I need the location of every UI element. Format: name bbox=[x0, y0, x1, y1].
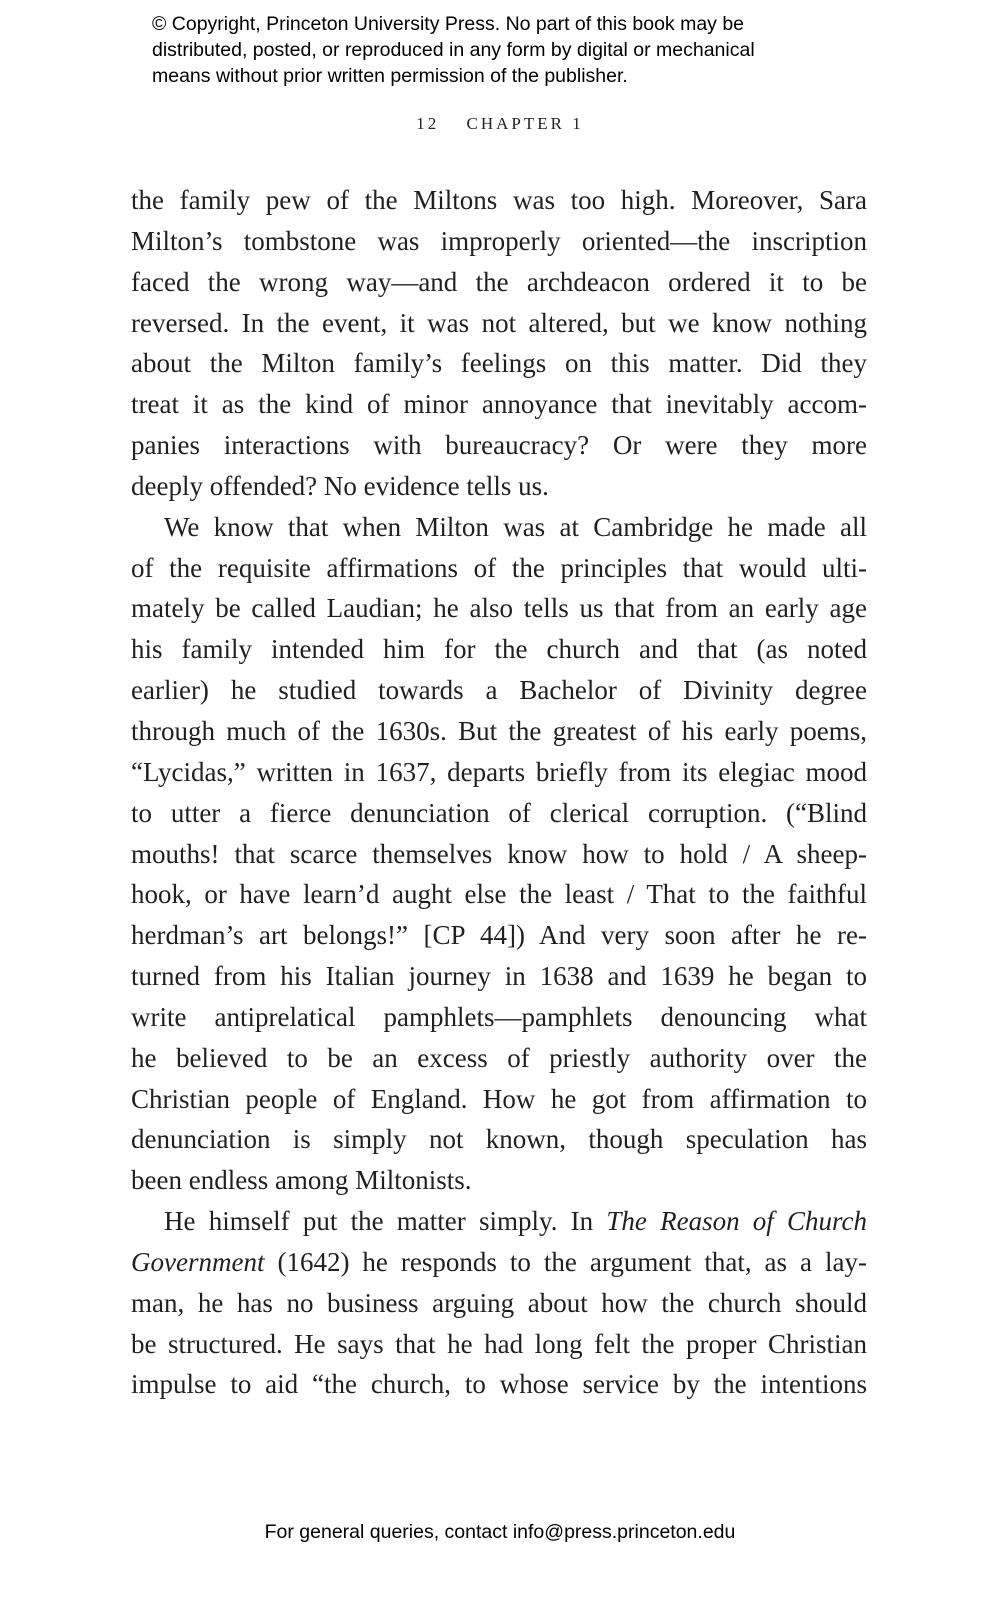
text-line bbox=[131, 799, 867, 840]
text-line bbox=[131, 758, 867, 799]
text-segment: he believed to be an excess of priestly authority over the bbox=[131, 1043, 867, 1073]
text-segment: write antiprelatical pamphlets—pamphlets denouncing what bbox=[131, 1002, 867, 1032]
text-line bbox=[131, 309, 867, 350]
text-line bbox=[131, 717, 867, 758]
text-line bbox=[131, 676, 867, 717]
text-segment: be structured. He says that he had long felt the proper Christian bbox=[131, 1329, 867, 1359]
text-line bbox=[131, 390, 867, 431]
page-number: 12 bbox=[416, 114, 440, 133]
text-line bbox=[131, 1166, 867, 1207]
italic-title: The Reason of Church bbox=[606, 1207, 867, 1237]
body-text bbox=[131, 186, 867, 1411]
text-line bbox=[131, 472, 867, 513]
text-segment: We know that when Milton was at Cambridge he made all bbox=[164, 512, 867, 542]
text-line bbox=[131, 594, 867, 635]
text-segment: (1642) he responds to the argument that, as a lay- bbox=[264, 1247, 867, 1277]
text-segment: panies interactions with bureaucracy? Or were they more bbox=[131, 431, 867, 461]
text-line bbox=[131, 1003, 867, 1044]
text-segment: reversed. In the event, it was not altered, but we know nothing bbox=[131, 308, 867, 338]
copyright-line: distributed, posted, or reproduced in any form by digital or mechanical bbox=[152, 39, 755, 61]
text-segment: his family intended him for the church and that (as noted bbox=[131, 635, 867, 665]
text-segment: “Lycidas,” written in 1637, departs briefly from its elegiac mood bbox=[131, 757, 867, 787]
text-line bbox=[131, 1125, 867, 1166]
text-line bbox=[131, 880, 867, 921]
text-line bbox=[131, 635, 867, 676]
text-line bbox=[131, 431, 867, 472]
paragraph bbox=[131, 513, 867, 1207]
copyright-line: © Copyright, Princeton University Press. No part of this book may be bbox=[152, 13, 745, 35]
text-line bbox=[131, 268, 867, 309]
text-line bbox=[131, 921, 867, 962]
text-line bbox=[131, 349, 867, 390]
text-line bbox=[131, 227, 867, 268]
text-segment: of the requisite affirmations of the principles that would ulti- bbox=[131, 553, 867, 583]
text-segment: He himself put the matter simply. In bbox=[164, 1207, 607, 1237]
text-segment: turned from his Italian journey in 1638 and 1639 he began to bbox=[131, 962, 867, 992]
text-segment: been endless among Miltonists. bbox=[131, 1166, 472, 1196]
text-segment: the family pew of the Miltons was too high. Moreover, Sara bbox=[131, 186, 867, 215]
copyright-line: means without prior written permission of the publisher. bbox=[152, 65, 628, 87]
text-segment: man, he has no business arguing about how the church should bbox=[131, 1288, 867, 1318]
text-line bbox=[131, 1085, 867, 1126]
running-head bbox=[0, 114, 1000, 134]
paragraph bbox=[131, 1207, 867, 1411]
text-line bbox=[131, 1044, 867, 1085]
text-segment: mately be called Laudian; he also tells us that from an early age bbox=[131, 594, 867, 624]
text-segment: mouths! that scarce themselves know how to hold / A sheep- bbox=[131, 839, 867, 869]
text-segment: to utter a fierce denunciation of clerical corruption. (“Blind bbox=[131, 798, 867, 828]
text-segment: herdman’s art belongs!” [CP 44]) And very soon after he re- bbox=[131, 921, 867, 951]
text-segment: impulse to aid “the church, to whose service by the intentions bbox=[131, 1370, 867, 1400]
text-line bbox=[131, 513, 867, 554]
text-segment: earlier) he studied towards a Bachelor of Divinity degree bbox=[131, 676, 867, 706]
text-line bbox=[131, 1289, 867, 1330]
text-segment: hook, or have learn’d aught else the least / That to the faithful bbox=[131, 880, 867, 910]
text-line bbox=[131, 1207, 867, 1248]
text-line bbox=[131, 1330, 867, 1371]
text-line bbox=[131, 1370, 867, 1411]
text-segment: through much of the 1630s. But the greatest of his early poems, bbox=[131, 716, 867, 746]
text-segment: deeply offended? No evidence tells us. bbox=[131, 471, 549, 501]
chapter-title: CHAPTER 1 bbox=[466, 114, 584, 133]
text-line bbox=[131, 1248, 867, 1289]
text-line bbox=[131, 962, 867, 1003]
italic-title: Government bbox=[131, 1247, 265, 1277]
text-line bbox=[131, 840, 867, 881]
text-segment: Christian people of England. How he got from affirmation to bbox=[131, 1084, 867, 1114]
text-line bbox=[131, 554, 867, 595]
text-segment: about the Milton family’s feelings on this matter. Did they bbox=[131, 349, 867, 379]
text-segment: denunciation is simply not known, though speculation has bbox=[131, 1125, 867, 1155]
text-line bbox=[131, 186, 867, 227]
copyright-notice bbox=[152, 11, 872, 89]
text-segment: Milton’s tombstone was improperly oriented—the inscription bbox=[131, 226, 867, 256]
paragraph bbox=[131, 186, 867, 513]
footer-contact: For general queries, contact info@press.princeton.edu bbox=[264, 1521, 736, 1543]
text-segment: faced the wrong way—and the archdeacon ordered it to be bbox=[131, 267, 867, 297]
text-segment: treat it as the kind of minor annoyance that inevitably accom- bbox=[131, 390, 867, 420]
